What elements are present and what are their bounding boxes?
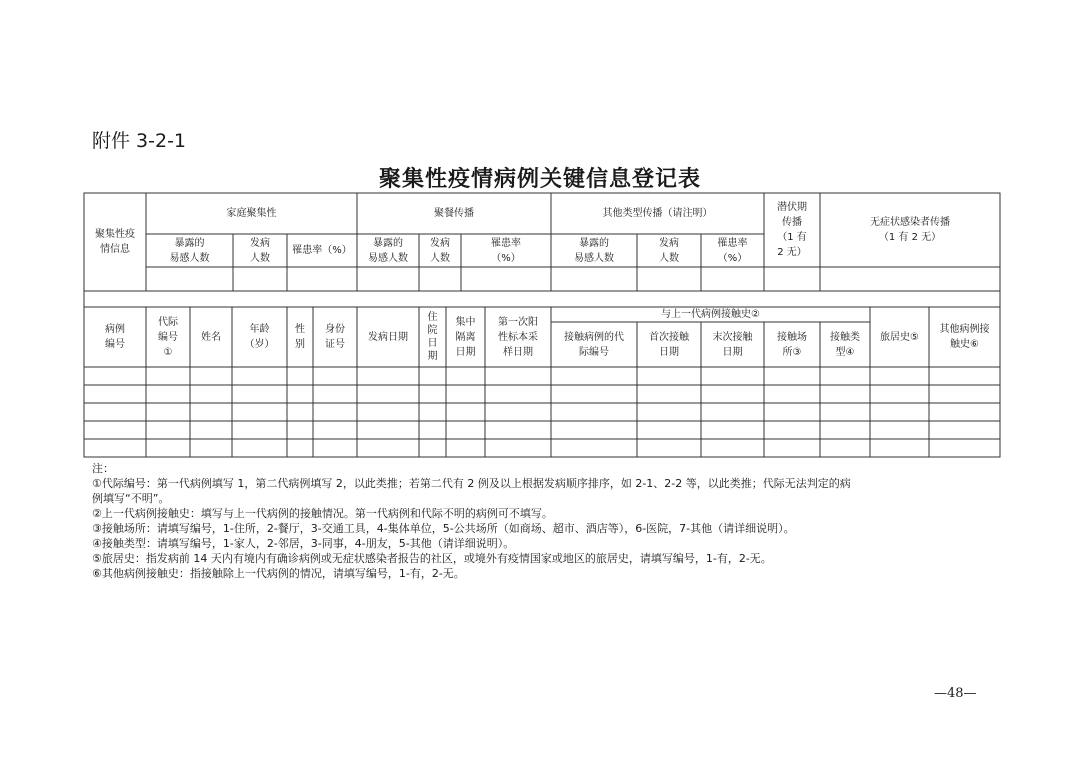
t2-place: 接触场 所③ bbox=[777, 331, 807, 358]
t1-row-header: 聚集性疫 情信息 bbox=[95, 229, 135, 255]
note-item: ⑥其他病例接触史：指接触除上一代病例的情况，请填写编号，1-有，2-无。 bbox=[92, 567, 465, 580]
form-title: 聚集性疫情病例关键信息登记表 bbox=[378, 166, 701, 192]
t1-dining-rate: 罹患率 （%） bbox=[491, 237, 521, 264]
t1-family-cases: 发病 人数 bbox=[250, 237, 270, 264]
notes-section bbox=[92, 461, 992, 581]
t2-case-no: 病例 编号 bbox=[105, 324, 125, 350]
t1-other-cases: 发病 人数 bbox=[659, 237, 679, 264]
t2-contact-group: 与上一代病例接触史② bbox=[661, 309, 760, 320]
attachment-label: 附件 3-2-1 bbox=[92, 130, 187, 152]
page-number: —48— bbox=[934, 686, 977, 701]
t1-dining-header: 聚餐传播 bbox=[434, 208, 474, 219]
t1-other-header: 其他类型传播（请注明） bbox=[602, 208, 713, 219]
t2-id: 身份 证号 bbox=[325, 324, 345, 350]
t2-isolation: 集中 隔离 日期 bbox=[455, 316, 476, 358]
t1-family-rate: 罹患率（%） bbox=[292, 245, 352, 256]
t2-other-contact: 其他病例接 触史⑥ bbox=[939, 324, 990, 350]
t1-asymptomatic-header: 无症状感染者传播 （1 有 2 无） bbox=[870, 217, 950, 243]
note-item: ①代际编号：第一代病例填写 1，第二代病例填写 2，以此类推；若第二代有 2 例及以上根据发病顺序排序，如 2-1、2-2 等，以此类推；代际无法判定的病 例填写“不明”。 bbox=[92, 477, 851, 505]
t2-onset: 发病日期 bbox=[368, 331, 408, 343]
t1-family-exposed: 暴露的 易感人数 bbox=[169, 237, 210, 264]
note-heading: 注： bbox=[92, 462, 114, 475]
t2-age: 年龄 （岁） bbox=[244, 324, 275, 350]
t1-dining-exposed: 暴露的 易感人数 bbox=[368, 237, 408, 264]
t2-generation: 代际 编号 ① bbox=[158, 316, 178, 358]
t2-sex: 性 别 bbox=[295, 324, 305, 350]
t1-other-exposed: 暴露的 易感人数 bbox=[574, 237, 614, 264]
t1-family-header: 家庭聚集性 bbox=[226, 208, 277, 219]
t1-dining-cases: 发病 人数 bbox=[430, 237, 450, 264]
note-item: ④接触类型：请填写编号，1-家人，2-邻居，3-同事，4-朋友，5-其他（请详细说明）。 bbox=[92, 537, 515, 550]
t2-last-contact: 末次接触 日期 bbox=[712, 331, 753, 358]
t2-contact-case: 接触病例的代 际编号 bbox=[564, 331, 624, 358]
t1-incubation-header: 潜伏期 传播 （1 有 2 无） bbox=[777, 202, 807, 258]
t2-first-contact: 首次接触 日期 bbox=[649, 331, 689, 358]
t1-other-rate: 罹患率 （%） bbox=[717, 237, 748, 264]
t2-name: 姓名 bbox=[201, 331, 221, 343]
t2-type: 接触类 型④ bbox=[830, 331, 860, 358]
t2-first-positive: 第一次阳 性标本采 样日期 bbox=[498, 316, 538, 358]
t2-hospital: 住 院 日 期 bbox=[427, 312, 438, 362]
note-item: ⑤旅居史：指发病前 14 天内有境内有确诊病例或无症状感染者报告的社区，或境外有疫情国家或地区的旅居史，请填写编号，1-有，2-无。 bbox=[92, 552, 772, 565]
note-item: ③接触场所：请填写编号，1-住所，2-餐厅，3-交通工具，4-集体单位，5-公共场所（如商场、超市、酒店等），6-医院，7-其他（请详细说明）。 bbox=[92, 522, 795, 535]
t2-travel: 旅居史⑤ bbox=[880, 331, 919, 343]
note-item: ②上一代病例接触史：填写与上一代病例的接触情况。第一代病例和代际不明的病例可不填写。 bbox=[92, 507, 553, 520]
